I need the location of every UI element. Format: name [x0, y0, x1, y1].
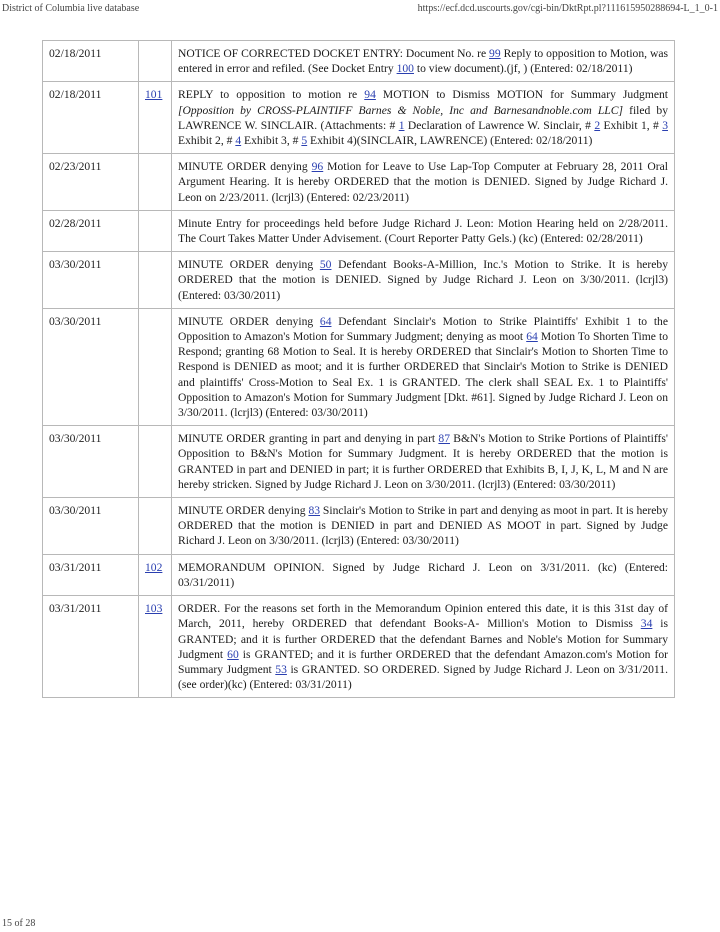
docket-text: [172, 308, 675, 425]
docket-row: [43, 41, 675, 82]
docket-text-segment: Exhibit 4)(SINCLAIR, LAWRENCE) (Entered: 02/18/2011): [307, 134, 593, 148]
docket-text-segment: MINUTE ORDER denying: [178, 258, 320, 272]
docket-text-segment: B&N's Motion to Strike Portions of Plaintiffs' Opposition to B&N's Motion for Summary Judgment. It is hereby ORDERED that the motion is GRANTED in part and DENIED in part; it is further ORDERED that Exhibits B, I, J, K, L, M and N are hereby stricken. Signed by Judge Richard J. Leon on 3/30/2011. (lcrjl3) (Entered: 03/30/2011): [178, 432, 668, 491]
docket-text: [172, 596, 675, 698]
docket-text-segment: Motion for Leave to Use Lap-Top Computer at February 28, 2011 Oral Argument Hearing. It is hereby ORDERED that the motion is DENIED. Signed by Judge Richard J. Leon on 2/23/2011. (lcrjl3) (Entered: 02/23/2011): [178, 160, 669, 204]
docket-row: [43, 498, 675, 555]
document-link[interactable]: 50: [319, 258, 332, 272]
docket-text-italic: [Opposition by CROSS-PLAINTIFF Barnes & Noble, Inc and Barnesandnoble.com LLC]: [178, 103, 624, 117]
document-link[interactable]: 100: [396, 62, 414, 76]
docket-number-cell: [139, 426, 172, 498]
docket-text-segment: MINUTE ORDER granting in part and denying in part: [178, 432, 439, 446]
docket-text-segment: MOTION to Dismiss MOTION for Summary Judgment: [375, 88, 668, 102]
page-source-title: District of Columbia live database: [2, 3, 140, 14]
document-link[interactable]: 87: [438, 432, 450, 446]
docket-text-segment: Motion To Shorten Time to Respond; granting 68 Motion to Seal. It is hereby ORDERED that Sinclair's Motion to Shorten Time to Respond is DENIED as moot; and it is further ORDERED that Sinclair's Motion to Strike is DENIED and plaintiffs' Cross-Motion to Seal Ex. 1 is GRANTED. The clerk shall SEAL Ex. 1 to Plaintiffs' Opposition to Amazon's Motion for Summary Judgment [Dkt. #61]. Signed by Judge Richard J. Leon on 3/30/2011. (lcrjl3) (Entered: 03/30/2011): [178, 330, 668, 420]
docket-date: 02/28/2011: [43, 210, 139, 251]
docket-number-link[interactable]: 101: [145, 88, 163, 102]
docket-number-link[interactable]: 103: [145, 602, 163, 616]
document-link[interactable]: 99: [489, 47, 501, 60]
docket-number-cell: [139, 308, 172, 425]
docket-number-cell: [139, 41, 172, 82]
docket-text-segment: Defendant Sinclair's Motion to Strike Plaintiffs' Exhibit 1 to the Opposition to Amazon's Motion for Summary Judgment; denying as moot: [178, 314, 668, 344]
docket-text: [172, 154, 675, 211]
docket-number-link[interactable]: 102: [145, 560, 163, 574]
docket-row: [43, 308, 675, 425]
document-link[interactable]: 64: [319, 314, 332, 328]
docket-text-segment: MINUTE ORDER denying: [178, 160, 312, 174]
docket-text-segment: MINUTE ORDER denying: [178, 314, 320, 328]
docket-row: [43, 426, 675, 498]
docket-date: 03/30/2011: [43, 426, 139, 498]
document-link[interactable]: 2: [594, 118, 601, 132]
docket-text-segment: Exhibit 1, #: [600, 118, 663, 132]
docket-text: [172, 41, 675, 82]
document-link[interactable]: 53: [275, 662, 287, 676]
docket-text-segment: filed by LAWRENCE W. SINCLAIR. (Attachments: #: [178, 103, 669, 132]
docket-text-segment: is GRANTED; and it is further ORDERED that the defendant Amazon.com's Motion for Summary Judgment: [178, 647, 668, 676]
docket-number-cell: [139, 82, 172, 154]
docket-number-cell: [139, 210, 172, 251]
docket-number-cell: [139, 154, 172, 211]
docket-date: 03/30/2011: [43, 498, 139, 555]
docket-date: 02/18/2011: [43, 82, 139, 154]
document-link[interactable]: 34: [640, 617, 653, 631]
docket-number-cell: [139, 554, 172, 595]
docket-row: [43, 596, 675, 698]
docket-text: [172, 210, 675, 251]
docket-row: [43, 82, 675, 154]
docket-number-cell: [139, 498, 172, 555]
docket-text-segment: Exhibit 2, #: [178, 134, 236, 148]
document-link[interactable]: 83: [308, 504, 321, 518]
docket-text-segment: MEMORANDUM OPINION. Signed by Judge Richard J. Leon on 3/31/2011. (kc) (Entered: 03/31/2011): [178, 560, 668, 589]
docket-number-cell: [139, 596, 172, 698]
docket-text-segment: Exhibit 3, #: [241, 134, 302, 148]
docket-date: 03/30/2011: [43, 252, 139, 309]
docket-text: [172, 82, 675, 154]
page-number: 15 of 28: [2, 918, 36, 929]
document-link[interactable]: 4: [235, 134, 242, 148]
docket-text-segment: is GRANTED. SO ORDERED. Signed by Judge Richard J. Leon on 3/31/2011. (see order)(kc) (Entered: 03/31/2011): [178, 662, 668, 692]
docket-text-segment: Defendant Books-A-Million, Inc.'s Motion to Strike. It is hereby ORDERED that the motion is DENIED. Signed by Judge Richard J. Leon on 3/30/2011. (lcrjl3) (Entered: 03/30/2011): [178, 258, 669, 302]
docket-date: 02/18/2011: [43, 41, 139, 82]
docket-number-cell: [139, 252, 172, 309]
docket-date: 03/31/2011: [43, 596, 139, 698]
docket-text: [172, 252, 675, 309]
docket-text-segment: ORDER. For the reasons set forth in the Memorandum Opinion entered this date, it is this 31st day of March, 2011, hereby ORDERED that defendant Books-A- Million's Motion to Dismiss: [178, 602, 668, 631]
docket-date: 02/23/2011: [43, 154, 139, 211]
docket-text-segment: NOTICE OF CORRECTED DOCKET ENTRY: Document No. re: [178, 47, 490, 60]
document-link[interactable]: 60: [227, 647, 239, 661]
document-link[interactable]: 64: [526, 330, 538, 344]
docket-text-segment: to view document).(jf, ) (Entered: 02/18/2011): [413, 62, 633, 76]
document-link[interactable]: 94: [364, 88, 376, 102]
docket-date: 03/30/2011: [43, 308, 139, 425]
docket-row: [43, 252, 675, 309]
docket-row: [43, 154, 675, 211]
page-url: https://ecf.dcd.uscourts.gov/cgi-bin/DktRpt.pl?111615950288694-L_1_0-1: [417, 3, 718, 14]
docket-text-segment: REPLY to opposition to motion re: [178, 88, 365, 102]
docket-text-segment: Minute Entry for proceedings held before Judge Richard J. Leon: Motion Hearing held on 2/28/2011. The Court Takes Matter Under Advisement. (Court Reporter Patty Gels.) (kc) (Entered: 02/28/2011): [178, 216, 668, 246]
docket-text-segment: is GRANTED; and it is further ORDERED that the defendant Barnes and Noble's Motion for Summary Judgment: [178, 617, 668, 661]
docket-text: [172, 554, 675, 595]
docket-table: [42, 40, 675, 698]
docket-text-segment: Sinclair's Motion to Strike in part and denying as moot in part. It is hereby ORDERED that the motion is DENIED in part and DENIED AS MOOT in part. Signed by Judge Richard J. Leon on 3/30/2011. (lcrjl3) (Entered: 03/30/2011): [178, 504, 668, 548]
document-link[interactable]: 3: [662, 118, 668, 132]
print-header: [0, 0, 720, 18]
docket-row: [43, 210, 675, 251]
docket-row: [43, 554, 675, 595]
docket-text: [172, 426, 675, 498]
docket-date: 03/31/2011: [43, 554, 139, 595]
docket-table-body: [43, 41, 675, 698]
docket-text-segment: Declaration of Lawrence W. Sinclair, #: [404, 118, 595, 132]
document-link[interactable]: 96: [311, 160, 324, 174]
docket-text: [172, 498, 675, 555]
document-link[interactable]: 5: [301, 134, 308, 148]
document-link[interactable]: 1: [398, 118, 405, 132]
docket-text-segment: MINUTE ORDER denying: [178, 504, 309, 518]
docket-text-segment: Reply to opposition to Motion, was entered in error and refiled. (See Docket Entry: [178, 47, 668, 76]
